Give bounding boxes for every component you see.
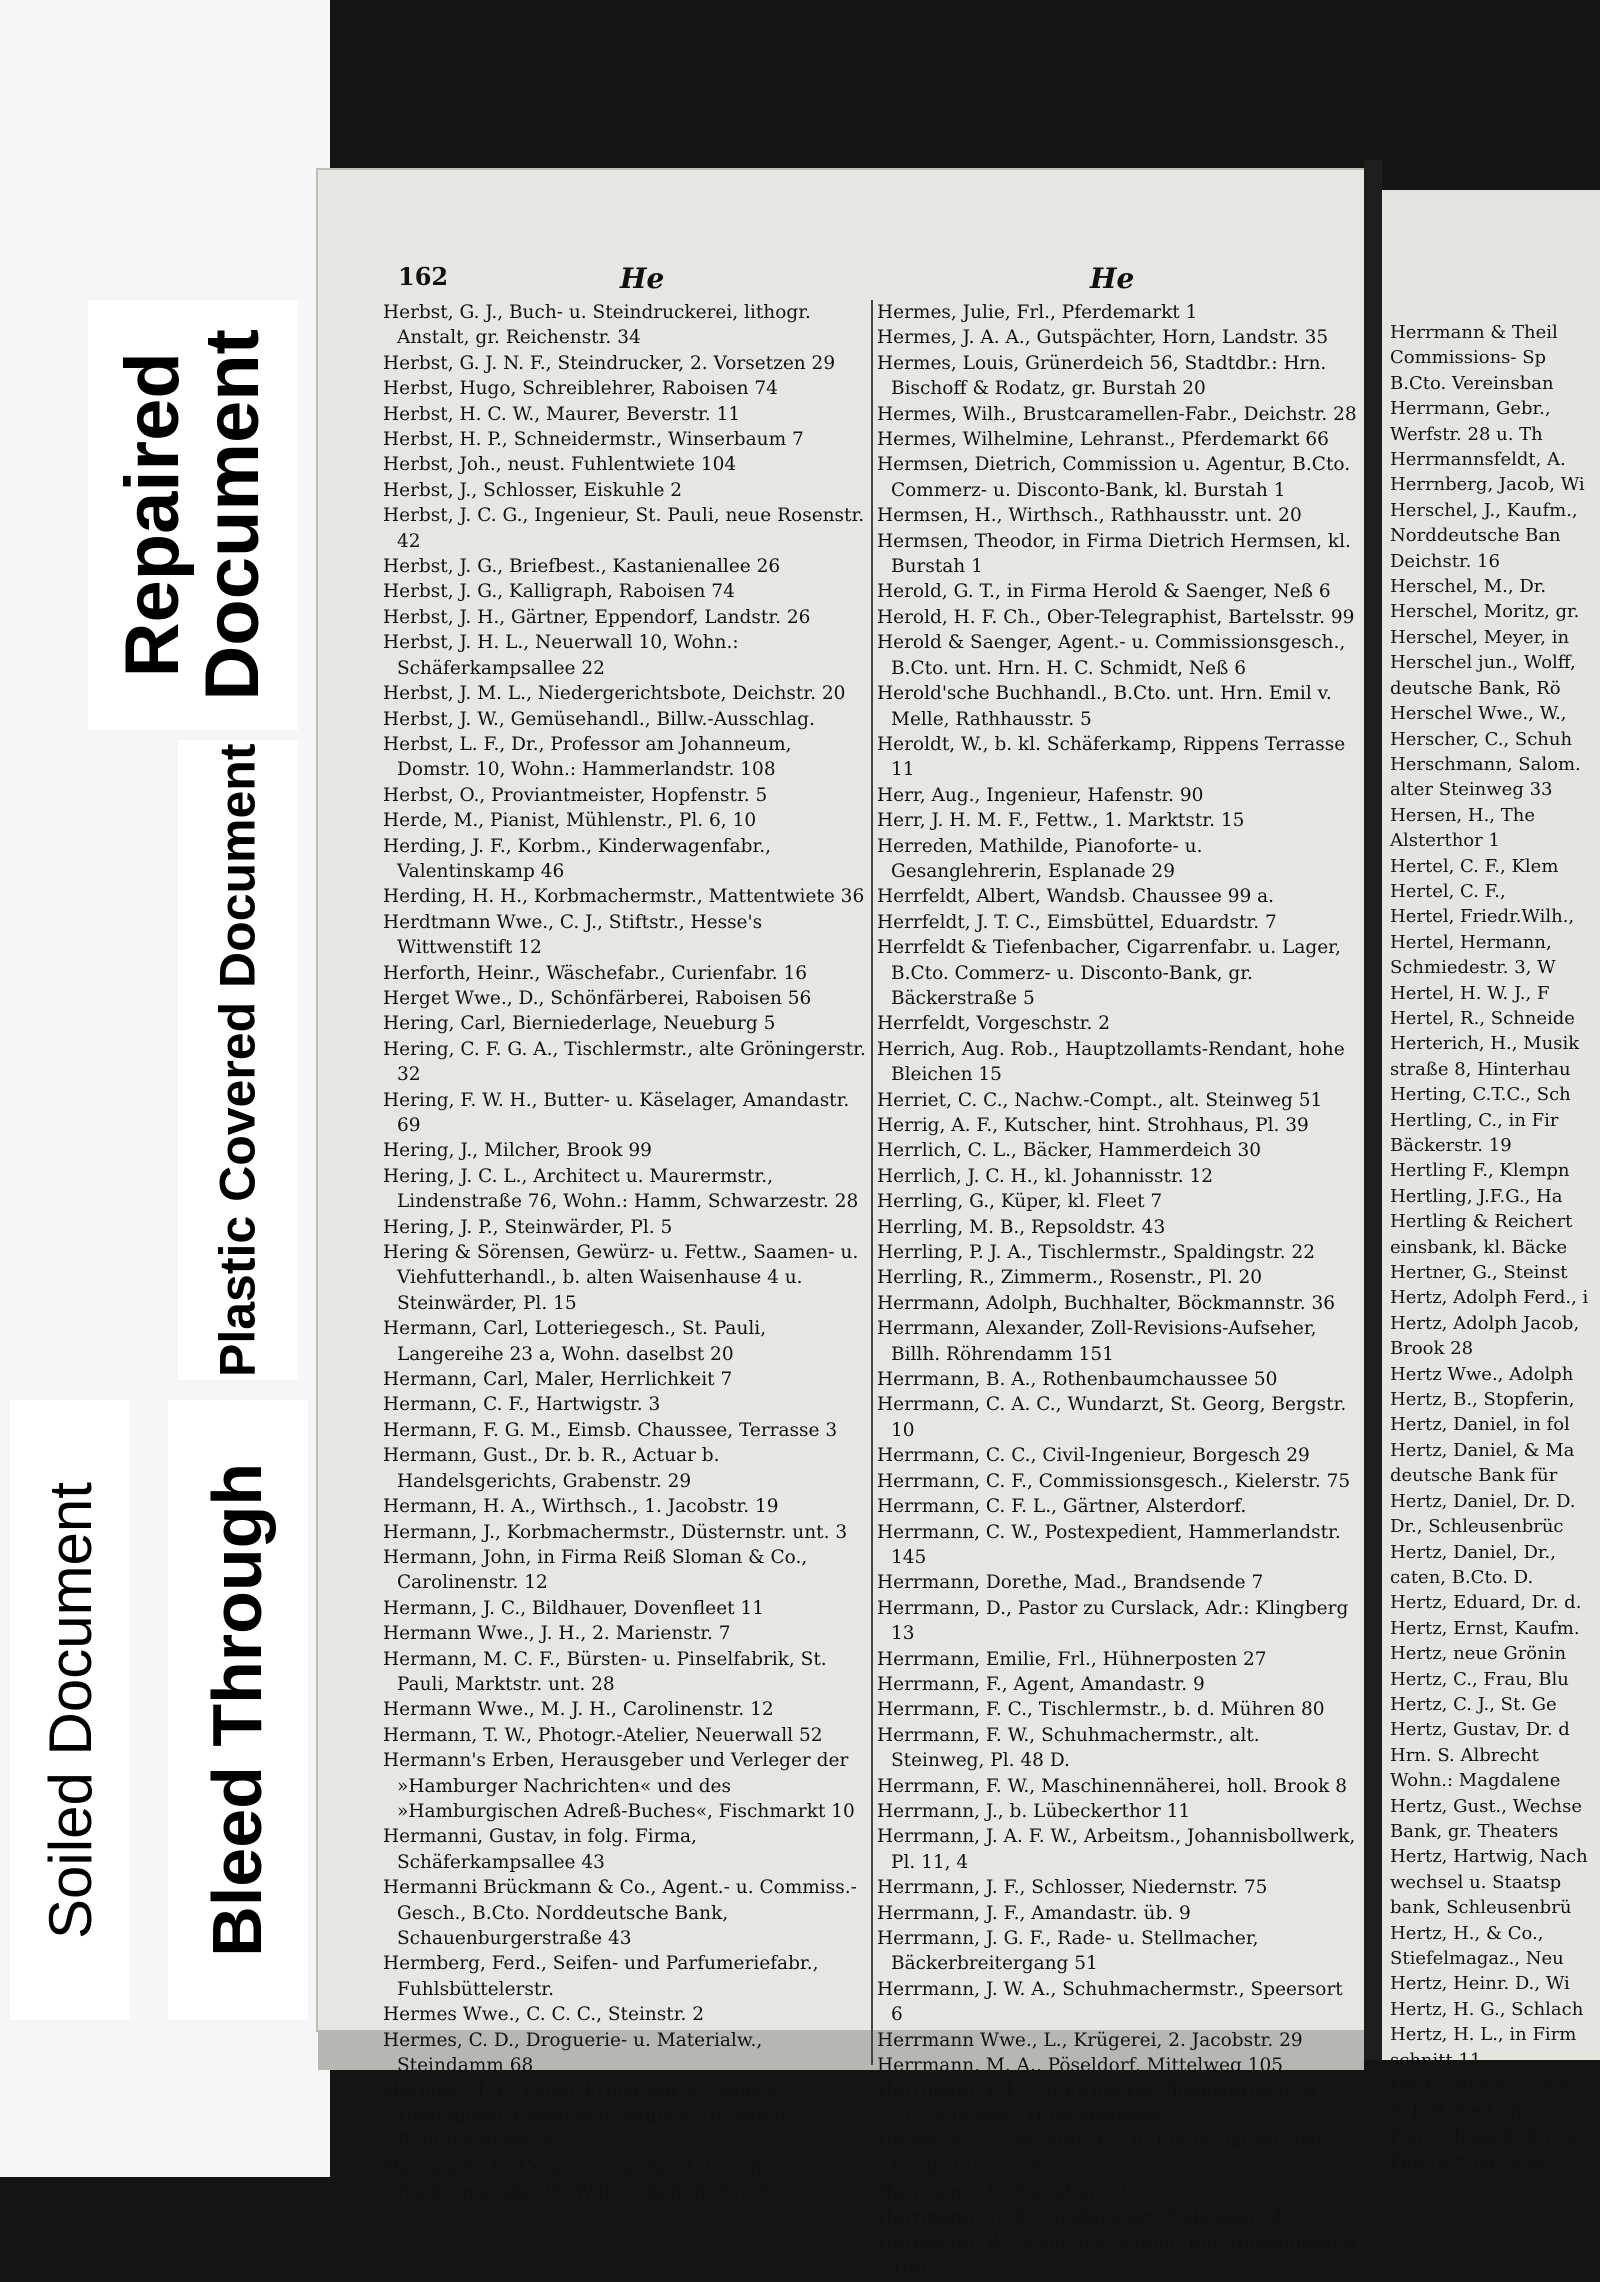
directory-entry: alter Steinweg 33 bbox=[1390, 779, 1553, 801]
directory-entry: Peterstr. 6a, Brie bbox=[1390, 2151, 1545, 2173]
directory-entry: Hrn. S. Albrecht bbox=[1390, 1744, 1539, 1766]
directory-entry: Hermann Wwe., M. J. H., Carolinenstr. 12 bbox=[383, 1699, 774, 1721]
directory-entry: Herrfeldt, Albert, Wandsb. Chaussee 99 a. bbox=[877, 886, 1275, 908]
directory-entry: Hertel, C. F., Klem bbox=[1390, 855, 1559, 877]
directory-entry: Herrmann, Gebr., bbox=[1390, 398, 1551, 420]
directory-entry: Herrmann, C. C., Civil-Ingenieur, Borgesch 29 bbox=[877, 1445, 1310, 1467]
directory-entry: deutsche Bank für bbox=[1390, 1465, 1558, 1487]
directory-entry: Herrmann, D., Pastor zu Curslack, Adr.: Klingberg 13 bbox=[877, 1597, 1349, 1645]
directory-entry: Hermann, T. W., Photogr.-Atelier, Neuerwall 52 bbox=[383, 1724, 823, 1746]
directory-entry: Hertz, Daniel, in fol bbox=[1390, 1414, 1570, 1436]
directory-entry: Hermann's Erben, Herausgeber und Verleger der »Hamburger Nachrichten« und des »Hamburgischen Adreß-Buches«, Fischmarkt 10 bbox=[383, 1750, 855, 1822]
directory-entry: Herforth, Heinr., Wäschefabr., Curienfabr. 16 bbox=[383, 962, 808, 984]
directory-entry: Herold, H. F. Ch., Ober-Telegraphist, Bartelsstr. 99 bbox=[877, 606, 1355, 628]
directory-entry: Hertz, H. G., Schlach bbox=[1390, 1998, 1584, 2020]
directory-entry: Hering, F. W. H., Butter- u. Käselager, Amandastr. 69 bbox=[383, 1089, 850, 1136]
directory-entry: caten, B.Cto. D. bbox=[1390, 1566, 1534, 1588]
directory-entry: Hermann Wwe., J. H., 2. Marienstr. 7 bbox=[383, 1623, 731, 1645]
directory-entry: bank, Schleusenbrü bbox=[1390, 1897, 1572, 1919]
directory-entry: Herrmann, Adolph, Buchhalter, Böckmannstr. 36 bbox=[877, 1292, 1336, 1314]
directory-entry: Hering, J. C. L., Architect u. Maurermstr., Lindenstraße 76, Wohn.: Hamm, Schwarzestr. 28 bbox=[383, 1165, 859, 1213]
directory-entry: Herrmann, S., Manufactur u. Kindergarderoben, Schlachterstr. 4 bbox=[877, 2131, 1334, 2178]
label-soiled-document bbox=[10, 1400, 130, 2020]
directory-entry: Herrmann, J. A. F. W., Arbeitsm., Johannisbollwerk, Pl. 11, 4 bbox=[877, 1826, 1356, 1873]
directory-entry: Hertz, Heinr. D., Wi bbox=[1390, 1973, 1570, 1995]
directory-entry: Hermes, J. A. A., Gutspächter, Horn, Landstr. 35 bbox=[877, 327, 1329, 349]
left-column bbox=[383, 300, 869, 2205]
directory-entry: Hertz, Gustav, Dr. d bbox=[1390, 1719, 1570, 1741]
directory-entry: Herdtmann Wwe., C. J., Stiftstr., Hesse's Wittwenstift 12 bbox=[383, 911, 763, 959]
directory-entry: Commissions- Sp bbox=[1390, 347, 1547, 369]
directory-entry: Brook 28 bbox=[1390, 1338, 1474, 1360]
directory-entry: wechsel u. Staatsp bbox=[1390, 1871, 1562, 1893]
directory-entry: Hertz, Eduard, Dr. d. bbox=[1390, 1592, 1582, 1614]
directory-entry: Hertel, Friedr.Wilh., bbox=[1390, 906, 1575, 928]
directory-entry: Herbst, J. M. L., Niedergerichtsbote, Deichstr. 20 bbox=[383, 683, 846, 705]
directory-entry: Herrlich, J. C. H., kl. Johannisstr. 12 bbox=[877, 1165, 1214, 1187]
directory-entry: Herriet, C. C., Nachw.-Compt., alt. Steinweg 51 bbox=[877, 1089, 1323, 1111]
directory-entry: Herbst, H. C. W., Maurer, Beverstr. 11 bbox=[383, 403, 741, 425]
directory-entry: Herrmann, C. F. L., Gärtner, Alsterdorf. bbox=[877, 1496, 1247, 1518]
directory-entry: Hertling, J.F.G., Ha bbox=[1390, 1185, 1563, 1207]
directory-entry: Herrling, R., Zimmerm., Rosenstr., Pl. 20 bbox=[877, 1267, 1262, 1289]
facing-page-column bbox=[1390, 320, 1600, 2175]
directory-entry: Herrmann, C. A. C., Wundarzt, St. Georg, Bergstr. 10 bbox=[877, 1394, 1347, 1441]
directory-entry: schnitt 11 bbox=[1390, 2049, 1482, 2071]
directory-entry: deutsche Bank, Rö bbox=[1390, 677, 1561, 699]
directory-entry: Herrmann, W., Schleifer, Hamm, Borstelmannsweg 160 bbox=[877, 2232, 1356, 2280]
right-column bbox=[877, 300, 1357, 2282]
directory-entry: Hermsen, Dietrich, Commission u. Agentur, B.Cto. Commerz- u. Disconto-Bank, kl. Burstah 1 bbox=[877, 454, 1351, 501]
directory-entry: Herbst, J., Schlosser, Eiskuhle 2 bbox=[383, 479, 683, 501]
directory-entry: Herschel, M., Dr. bbox=[1390, 576, 1547, 598]
directory-entry: Herschel, Moritz, gr. bbox=[1390, 601, 1580, 623]
directory-entry: Herde, M., Pianist, Mühlenstr., Pl. 6, 10 bbox=[383, 810, 757, 832]
directory-entry: Herrmann, J. F., Schlosser, Niedernstr. 75 bbox=[877, 1877, 1268, 1899]
directory-entry: Hertling & Reichert bbox=[1390, 1211, 1573, 1233]
directory-entry: Hertz, Daniel, & Ma bbox=[1390, 1439, 1575, 1461]
directory-entry: Herding, H. H., Korbmachermstr., Mattentwiete 36 bbox=[383, 886, 865, 908]
directory-entry: Hertz, Hartwig, Nach bbox=[1390, 1846, 1588, 1868]
directory-entry: Hering, J. P., Steinwärder, Pl. 5 bbox=[383, 1216, 673, 1238]
directory-entry: Stiefelmagaz., Neu bbox=[1390, 1948, 1564, 1969]
directory-entry: Hertz, C., Frau, Blu bbox=[1390, 1668, 1569, 1690]
directory-entry: & J. N. Heß, gr. bbox=[1390, 2100, 1529, 2122]
directory-entry: Herrfeldt & Tiefenbacher, Cigarrenfabr. u. Lager, B.Cto. Commerz- u. Disconto-Bank, gr. Bäckerstraße 5 bbox=[877, 937, 1341, 1009]
directory-entry: Hertling F., Klempn bbox=[1390, 1160, 1570, 1182]
directory-entry: Hermsen, H., Wirthsch., Rathhausstr. unt. 20 bbox=[877, 505, 1302, 527]
directory-entry: B.Cto. Vereinsban bbox=[1390, 372, 1554, 394]
directory-entry: Hertz Wwe., Adolph bbox=[1390, 1363, 1574, 1385]
directory-entry: Hermanni Brückmann & Co., Agent.- u. Commiss.-Gesch., B.Cto. Norddeutsche Bank, Schauenburgerstraße 43 bbox=[383, 1877, 857, 1949]
directory-entry: Hertz, Joseph, Strun bbox=[1390, 2125, 1577, 2147]
directory-entry: Hering, J., Milcher, Brook 99 bbox=[383, 1140, 652, 1162]
label-repaired-text: Repaired Document bbox=[110, 329, 276, 701]
directory-entry: Hertling, C., in Fir bbox=[1390, 1109, 1559, 1131]
directory-entry: Hertel, C. F., bbox=[1390, 880, 1506, 902]
directory-entry: Herscher, C., Schuh bbox=[1390, 728, 1573, 750]
directory-entry: Hertz, Gust., Wechse bbox=[1390, 1795, 1582, 1817]
directory-entry: Herbst, J. H. L., Neuerwall 10, Wohn.: Schäferkampsallee 22 bbox=[383, 632, 739, 679]
directory-entry: Herrmann, Alexander, Zoll-Revisions-Aufseher, Billh. Röhrendamm 151 bbox=[877, 1318, 1317, 1365]
running-head-right: He bbox=[1090, 262, 1135, 295]
directory-entry: Werfstr. 28 u. Th bbox=[1390, 423, 1543, 445]
directory-entry: Hertz, C. J., St. Ge bbox=[1390, 1693, 1557, 1715]
directory-entry: Hertz, Daniel, Dr., bbox=[1390, 1541, 1556, 1563]
directory-entry: Bäckerstr. 19 bbox=[1390, 1135, 1512, 1156]
directory-entry: Herrmann, P. H., in Firma De Chapeaurouge & Co., Success., Hühnerposten 7 bbox=[877, 2080, 1318, 2127]
running-head-left: He bbox=[620, 262, 665, 295]
directory-entry: Hermsen, Theodor, in Firma Dietrich Hermsen, kl. Burstah 1 bbox=[877, 530, 1351, 578]
directory-entry: Herschel jun., Wolff, bbox=[1390, 652, 1576, 674]
directory-entry: Herrling, G., Küper, kl. Fleet 7 bbox=[877, 1191, 1163, 1213]
directory-entry: Hermes, Wilhelmine, Lehranst., Pferdemarkt 66 bbox=[877, 429, 1329, 451]
directory-entry: Schmiedestr. 3, W bbox=[1390, 957, 1556, 979]
directory-entry: Hermes Wwe., C. C. C., Steinstr. 2 bbox=[383, 2004, 705, 2026]
directory-entry: Herrmann, F. W., Maschinennäherei, holl. Brook 8 bbox=[877, 1775, 1348, 1797]
directory-entry: Hersen, H., The bbox=[1390, 804, 1535, 826]
directory-entry: Herrmann, F. W., Schuhmachermstr., alt. Steinweg, Pl. 48 D. bbox=[877, 1724, 1260, 1772]
directory-entry: Hermann, F. G. M., Eimsb. Chaussee, Terrasse 3 bbox=[383, 1419, 838, 1441]
directory-entry: Herding, J. F., Korbm., Kinderwagenfabr., Valentinskamp 46 bbox=[383, 835, 772, 882]
directory-entry: Herrmann, F., Agent, Amandastr. 9 bbox=[877, 1673, 1205, 1695]
label-soiled-text: Soiled Document bbox=[36, 1481, 104, 1939]
directory-entry: Herrfeldt, J. T. C., Eimsbüttel, Eduardstr. 7 bbox=[877, 911, 1277, 933]
directory-entry: Herrmann, F. C., Tischlermstr., b. d. Mühren 80 bbox=[877, 1699, 1325, 1721]
directory-entry: Herrmann, S., Neueburg 7 bbox=[877, 2182, 1128, 2204]
directory-entry: Herting, C.T.C., Sch bbox=[1390, 1084, 1571, 1106]
directory-entry: Hermanni, Gustav, in folg. Firma, Schäferkampsallee 43 bbox=[383, 1826, 697, 1873]
label-plastic-covered bbox=[178, 740, 298, 1380]
directory-entry: Herbst, Hugo, Schreiblehrer, Raboisen 74 bbox=[383, 378, 778, 400]
directory-entry: Herrmann, Emilie, Frl., Hühnerposten 27 bbox=[877, 1648, 1267, 1670]
directory-entry: Herbst, J. W., Gemüsehandl., Billw.-Ausschlag. bbox=[383, 708, 815, 730]
directory-entry: Herold & Saenger, Agent.- u. Commissionsgesch., B.Cto. unt. Hrn. H. C. Schmidt, Neß 6 bbox=[877, 632, 1346, 679]
directory-entry: Herbst, L. F., Dr., Professor am Johanneum, Domstr. 10, Wohn.: Hammerlandstr. 108 bbox=[383, 733, 792, 781]
directory-entry: Herrmann, Dorethe, Mad., Brandsende 7 bbox=[877, 1572, 1264, 1594]
directory-entry: Herrlich, C. L., Bäcker, Hammerdeich 30 bbox=[877, 1140, 1261, 1162]
directory-entry: Herr, J. H. M. F., Fettw., 1. Marktstr. 15 bbox=[877, 810, 1245, 832]
directory-entry: Herrmann, C. F., Commissionsgesch., Kielerstr. 75 bbox=[877, 1470, 1351, 1492]
directory-entry: Hermes, Julie, Frl., Pferdemarkt 1 bbox=[877, 302, 1198, 323]
directory-entry: Hermann, John, in Firma Reiß Sloman & Co., Carolinenstr. 12 bbox=[383, 1546, 808, 1594]
directory-entry: Wohn.: Magdalene bbox=[1390, 1770, 1561, 1792]
label-repaired-document bbox=[88, 300, 298, 730]
directory-entry: Herbst, G. J. N. F., Steindrucker, 2. Vorsetzen 29 bbox=[383, 352, 836, 374]
directory-entry: Heroldt, W., b. kl. Schäferkamp, Rippens Terrasse 11 bbox=[877, 733, 1346, 781]
directory-entry: Hermann, H. A., Wirthsch., 1. Jacobstr. 19 bbox=[383, 1496, 779, 1518]
directory-entry: Herreden, Mathilde, Pianoforte- u. Gesanglehrerin, Esplanade 29 bbox=[877, 835, 1203, 882]
directory-entry: straße 8, Hinterhau bbox=[1390, 1058, 1571, 1080]
directory-entry: Hering, C. F. G. A., Tischlermstr., alte Gröningerstr. 32 bbox=[383, 1038, 866, 1086]
label-plastic-text: Plastic Covered Document bbox=[209, 743, 266, 1377]
directory-entry: Hering, Carl, Bierniederlage, Neueburg 5 bbox=[383, 1013, 776, 1035]
directory-entry: Hermann, J. C., Bildhauer, Dovenfleet 11 bbox=[383, 1597, 764, 1619]
directory-entry: Herrfeldt, Vorgeschstr. 2 bbox=[877, 1013, 1110, 1035]
directory-entry: Hertz, Adolph Jacob, bbox=[1390, 1312, 1580, 1334]
directory-entry: Herrmann, J. W. A., Schuhmachermstr., Speersort 6 bbox=[877, 1978, 1343, 2026]
directory-entry: Herrmann & Theil bbox=[1390, 322, 1558, 343]
directory-entry: Hertz, neue Grönin bbox=[1390, 1643, 1567, 1665]
directory-entry: Hertel, Hermann, bbox=[1390, 931, 1552, 953]
directory-entry: Norddeutsche Ban bbox=[1390, 525, 1561, 547]
book-gutter bbox=[1364, 160, 1382, 2060]
directory-entry: Hermann, J., Korbmachermstr., Düsternstr. unt. 3 bbox=[383, 1521, 848, 1543]
directory-entry: Herrmann, C. W., Postexpedient, Hammerlandstr. 145 bbox=[877, 1521, 1341, 1568]
directory-entry: Herold, G. T., in Firma Herold & Saenger, Neß 6 bbox=[877, 581, 1331, 603]
column-rule bbox=[871, 300, 873, 2065]
directory-entry: Herbst, J. H., Gärtner, Eppendorf, Landstr. 26 bbox=[383, 606, 811, 628]
directory-entry: Herr, Aug., Ingenieur, Hafenstr. 90 bbox=[877, 784, 1204, 806]
directory-entry: Herschmann, Salom. bbox=[1390, 753, 1581, 775]
directory-entry: Herrich, Aug. Rob., Hauptzollamts-Rendant, hohe Bleichen 15 bbox=[877, 1038, 1345, 1086]
directory-entry: Hertz, H., & Co., bbox=[1390, 1922, 1544, 1944]
directory-entry: Hermann, C. F., Hartwigstr. 3 bbox=[383, 1394, 661, 1416]
directory-entry: Dr., Schleusenbrüc bbox=[1390, 1516, 1564, 1538]
directory-entry: Herrmann, B. A., Rothenbaumchaussee 50 bbox=[877, 1369, 1278, 1391]
directory-entry: Hertz, Hartw. Samso bbox=[1390, 2075, 1581, 2097]
directory-entry: Herrmann Wwe., L., Krügerei, 2. Jacobstr. 29 bbox=[877, 2029, 1303, 2051]
directory-entry: Herrling, M. B., Repsoldstr. 43 bbox=[877, 1216, 1166, 1238]
directory-entry: Herbst, Joh., neust. Fuhlentwiete 104 bbox=[383, 454, 737, 476]
directory-entry: Hertz, Ernst, Kaufm. bbox=[1390, 1617, 1580, 1639]
directory-entry: Herold'sche Buchhandl., B.Cto. unt. Hrn. Emil v. Melle, Rathhausstr. 5 bbox=[877, 683, 1332, 730]
directory-entry: Hertz, Adolph Ferd., i bbox=[1390, 1287, 1589, 1309]
directory-entry: Deichstr. 16 bbox=[1390, 550, 1500, 572]
directory-entry: Herschel Wwe., W., bbox=[1390, 703, 1567, 725]
directory-entry: Hermberg, Ferd., Seifen- und Parfumeriefabr., Fuhlsbüttelerstr. bbox=[383, 1953, 819, 2000]
directory-entry: Herbst, G. J., Buch- u. Steindruckerei, lithogr. Anstalt, gr. Reichenstr. 34 bbox=[383, 302, 811, 349]
directory-entry: Hertel, H. W. J., F bbox=[1390, 982, 1550, 1004]
directory-entry: Herrig, A. F., Kutscher, hint. Strohhaus, Pl. 39 bbox=[877, 1115, 1309, 1136]
directory-entry: Herrmann, T., Schneidermstr., Raboisen 74 bbox=[877, 2207, 1284, 2229]
directory-entry: Herrmann, J. G. F., Rade- u. Stellmacher, Bäckerbreitergang 51 bbox=[877, 1928, 1259, 1975]
directory-entry: Hertz, Daniel, Dr. D. bbox=[1390, 1490, 1576, 1512]
directory-entry: Hermann, Gust., Dr. b. R., Actuar b. Handelsgerichts, Grabenstr. 29 bbox=[383, 1445, 720, 1492]
directory-entry: Hermann, Carl, Maler, Herrlichkeit 7 bbox=[383, 1369, 733, 1391]
directory-entry: Hermes H. F., Commiss.- u. Sped.-Gesch., Niedernstraße 76, Wohn.: Bahnhofstr. 8 bbox=[383, 2156, 774, 2204]
directory-entry: Herrmannsfeldt, A. bbox=[1390, 449, 1566, 471]
directory-entry: einsbank, kl. Bäcke bbox=[1390, 1236, 1568, 1258]
directory-entry: Herrmann, J., b. Lübeckerthor 11 bbox=[877, 1800, 1191, 1822]
directory-entry: Herbst, J. G., Kalligraph, Raboisen 74 bbox=[383, 581, 735, 603]
directory-entry: Herbst, J. G., Briefbest., Kastanienallee 26 bbox=[383, 556, 781, 578]
directory-entry: Herbst, H. P., Schneidermstr., Winserbaum 7 bbox=[383, 429, 804, 451]
page-number: 162 bbox=[398, 262, 449, 291]
directory-entry: Hertz, B., Stopferin, bbox=[1390, 1389, 1575, 1411]
directory-entry: Hermes, Wilh., Brustcaramellen-Fabr., Deichstr. 28 bbox=[877, 403, 1357, 425]
directory-entry: Herrnberg, Jacob, Wi bbox=[1390, 474, 1585, 496]
directory-entry: Herschel, J., Kaufm., bbox=[1390, 499, 1578, 521]
directory-entry: Hertner, G., Steinst bbox=[1390, 1262, 1568, 1284]
directory-entry: Hermann, Carl, Lotteriegesch., St. Pauli, Langereihe 23 a, Wohn. daselbst 20 bbox=[383, 1318, 767, 1365]
directory-entry: Herterich, H., Musik bbox=[1390, 1033, 1580, 1055]
directory-entry: Bank, gr. Theaters bbox=[1390, 1820, 1559, 1842]
directory-entry: Hermes, C. D., Droguerie- u. Materialw., Steindamm 68 bbox=[383, 2029, 763, 2077]
directory-entry: Herrmann, J. F., Amandastr. üb. 9 bbox=[877, 1902, 1191, 1924]
directory-entry: Hertel, R., Schneide bbox=[1390, 1007, 1575, 1029]
directory-entry: Hermann, M. C. F., Bürsten- u. Pinselfabrik, St. Pauli, Marktstr. unt. 28 bbox=[383, 1648, 827, 1695]
label-bleed-through bbox=[168, 1400, 308, 2020]
directory-entry: Herrling, P. J. A., Tischlermstr., Spaldingstr. 22 bbox=[877, 1242, 1316, 1264]
directory-entry: Herrmann, M. A., Pöseldorf, Mittelweg 105 bbox=[877, 2055, 1284, 2077]
directory-entry: Hermes, H. F., Güter-Procureur d. Lübeck-Hamburger Eisenbahn, Paulstr. 10, Wohn.: Bahnhofstraße 8 bbox=[383, 2080, 799, 2153]
directory-entry: Herbst, J. C. G., Ingenieur, St. Pauli, neue Rosenstr. 42 bbox=[383, 505, 865, 552]
directory-entry: Herschel, Meyer, in bbox=[1390, 626, 1570, 648]
directory-entry: Alsterthor 1 bbox=[1390, 830, 1500, 852]
directory-entry: Hertz, H. L., in Firm bbox=[1390, 2024, 1577, 2046]
directory-entry: Hering & Sörensen, Gewürz- u. Fettw., Saamen- u. Viehfutterhandl., b. alten Waisenhause 4 u. Steinwärder, Pl. 15 bbox=[383, 1242, 859, 1314]
directory-entry: Hermes, Louis, Grünerdeich 56, Stadtdbr.: Hrn. Bischoff & Rodatz, gr. Burstah 20 bbox=[877, 352, 1327, 400]
directory-entry: Herbst, O., Proviantmeister, Hopfenstr. 5 bbox=[383, 784, 768, 806]
directory-entry: Herget Wwe., D., Schönfärberei, Raboisen 56 bbox=[383, 987, 812, 1009]
label-bleed-text: Bleed Through bbox=[198, 1463, 277, 1957]
